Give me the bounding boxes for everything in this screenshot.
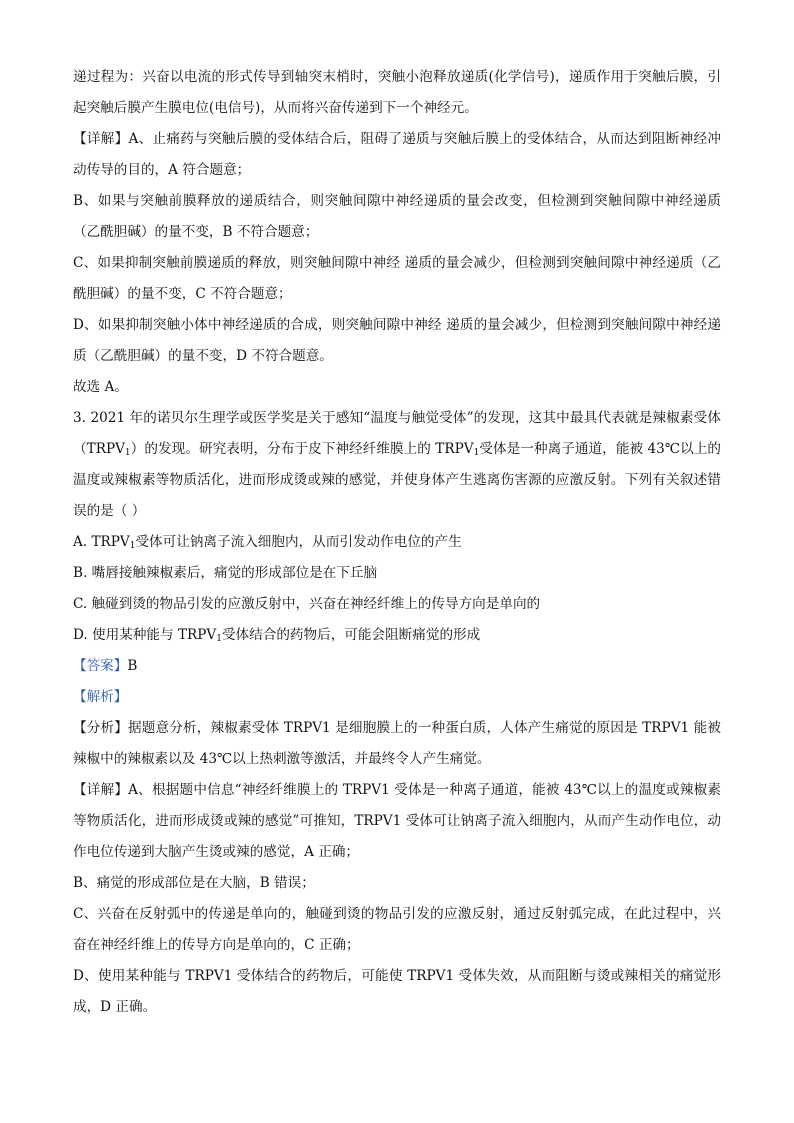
option-b: B. 嘴唇接触辣椒素后，痛觉的形成部位是在下丘脑 (73, 565, 378, 581)
analysis-heading: 【解析】 (73, 689, 128, 705)
q3-detail-label: 【详解】 (73, 782, 129, 798)
answer-value: B (127, 658, 138, 674)
option-d-part-2: 受体结合的药物后，可能会阻断痛觉的形成 (221, 627, 481, 643)
stem-part-2: ）的发现。研究表明，分布于皮下神经纤维膜上的 TRPV (130, 441, 474, 457)
option-d-subscript: 1 (216, 634, 222, 644)
detail-option-b: B、如果与突触前膜释放的递质结合，则突触间隙中神经递质的量会改变，但检测到突触间隙中神经递质（乙酰胆碱）的量不变，B 不符合题意； (73, 193, 721, 240)
conclusion: 故选 A。 (73, 379, 128, 395)
option-a-part-2: 受体可让钠离子流入细胞内，从而引发动作电位的产生 (135, 534, 462, 550)
stem-subscript-2: 1 (473, 448, 480, 458)
stem-subscript-1: 1 (124, 448, 131, 458)
q3-detail-c: C、兴奋在反射弧中的传递是单向的，触碰到烫的物品引发的应激反射，通过反射弧完成，在此过程中，兴奋在神经纤维上的传导方向是单向的，C 正确； (73, 906, 721, 953)
option-a-part-1: A. TRPV (73, 534, 130, 550)
option-a-subscript: 1 (129, 541, 136, 551)
option-a (73, 527, 721, 558)
analysis-paragraph (73, 713, 721, 775)
q3-detail-d: D、使用某种能与 TRPV1 受体结合的药物后，可能使 TRPV1 受体失效，从而阻断与烫或辣相关的痛觉形成，D 正确。 (73, 968, 721, 1015)
detail-option-d: D、如果抑制突触小体中神经递质的合成，则突触间隙中神经 递质的量会减少，但检测到突触间隙中神经递质（乙酰胆碱）的量不变，D 不符合题意。 (73, 317, 721, 364)
document-page (73, 62, 721, 1023)
detail-option-a (73, 124, 721, 186)
answer-line (73, 651, 721, 682)
detail-a-text: A、止痛药与突触后膜的受体结合后，阻碍了递质与突触后膜上的受体结合，从而达到阻断神经冲动传导的目的，A 符合题意； (73, 131, 721, 178)
question-3-stem (73, 403, 721, 527)
option-c: C. 触碰到烫的物品引发的应激反射中，兴奋在神经纤维上的传导方向是单向的 (73, 596, 541, 612)
answer-label: 【答案】 (73, 658, 128, 674)
q3-detail-b: B、痛觉的形成部位是在大脑，B 错误； (73, 875, 315, 891)
intro-paragraph: 递过程为：兴奋以电流的形式传导到轴突末梢时，突触小泡释放递质(化学信号)，递质作用于突触后膜，引起突触后膜产生膜电位(电信号)，从而将兴奋传递到下一个神经元。 (73, 69, 721, 116)
analysis-tag: 【分析】 (73, 720, 129, 736)
analysis-text: 据题意分析，辣椒素受体 TRPV1 是细胞膜上的一种蛋白质，人体产生痛觉的原因是 TRPV1 能被辣椒中的辣椒素以及 43℃以上热刺激等激活，并最终令人产生痛觉。 (73, 720, 721, 767)
detail-label: 【详解】 (73, 131, 129, 147)
stem-part-1: 3. 2021 年的诺贝尔生理学或医学奖是关于感知“温度与触觉受体”的发现，这其中最具代表就是辣椒素受体（TRPV (73, 410, 721, 457)
q3-detail-a-text: A、根据题中信息“神经纤维膜上的 TRPV1 受体是一种离子通道，能被 43℃以上的温度或辣椒素等物质活化，进而形成烫或辣的感觉”可推知，TRPV1 受体可让钠离子流入细胞内，从而产生动作电位，动作电位传递到大脑产生烫或辣的感觉，A 正确； (73, 782, 721, 860)
option-d-part-1: D. 使用某种能与 TRPV (73, 627, 217, 643)
option-d (73, 620, 721, 651)
stem-part-3: 受体是一种离子通道，能被 43℃以上的温度或辣椒素等物质活化，进而形成烫或辣的感觉，并使身体产生逃离伤害源的应激反射。下列有关叙述错误的是（ ） (73, 441, 721, 519)
q3-detail-a (73, 775, 721, 868)
detail-option-c: C、如果抑制突触前膜递质的释放，则突触间隙中神经 递质的量会减少，但检测到突触间隙中神经递质（乙酰胆碱）的量不变，C 不符合题意； (73, 255, 721, 302)
